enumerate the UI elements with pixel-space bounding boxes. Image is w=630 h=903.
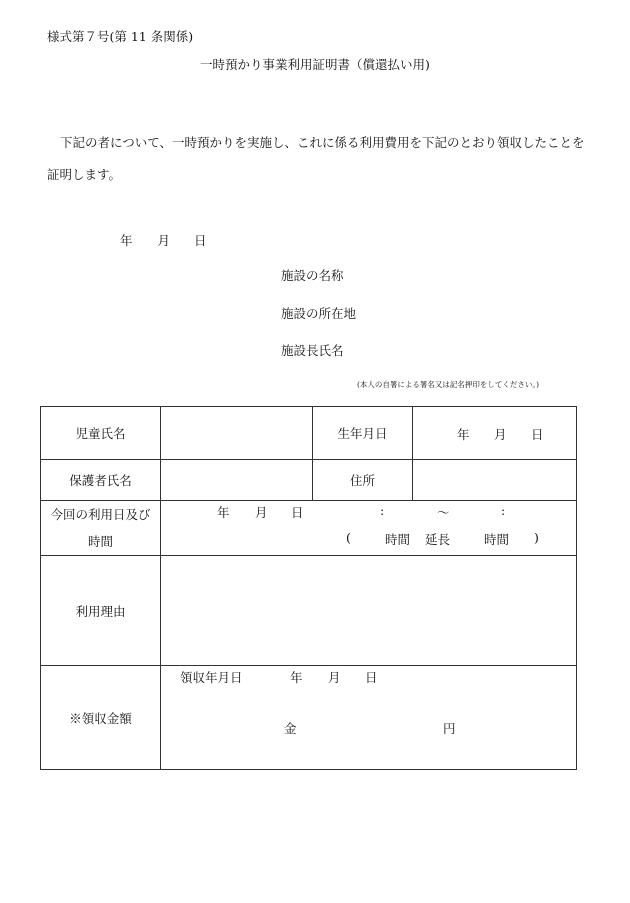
guardian-name-field[interactable] xyxy=(161,460,313,501)
child-name-field[interactable] xyxy=(161,407,313,460)
usage-date-time-label xyxy=(41,501,161,556)
amount-row xyxy=(41,666,577,770)
usage-row xyxy=(41,501,577,556)
paren-open: ( xyxy=(346,530,351,545)
facility-name-label: 施設の名称 xyxy=(281,268,344,283)
facility-director-label: 施設長氏名 xyxy=(281,343,344,358)
usage-label-line1: 今回の利用日及び xyxy=(50,507,151,522)
receipt-date-label: 領収年月日 xyxy=(180,670,243,685)
certificate-table xyxy=(40,406,577,770)
child-name-label: 児童氏名 xyxy=(41,407,161,460)
receipt-year: 年 xyxy=(290,670,303,685)
reason-field[interactable] xyxy=(161,556,577,666)
issue-date-year: 年 xyxy=(120,233,133,248)
certification-statement: 下記の者について、一時預かりを実施し、これに係る利用費用を下記のとおり領収したことを証明します。 xyxy=(47,135,585,182)
birthdate-field[interactable] xyxy=(413,407,577,460)
usage-year: 年 xyxy=(217,505,230,520)
usage-date-time-field[interactable] xyxy=(161,501,577,556)
usage-day: 日 xyxy=(291,505,304,520)
issue-date xyxy=(120,231,207,249)
money-label: 金 xyxy=(284,721,297,736)
address-field[interactable] xyxy=(413,460,577,501)
document-title: 一時預かり事業利用証明書（償還払い用) xyxy=(200,57,430,72)
usage-month: 月 xyxy=(255,505,268,520)
birthdate-year: 年 xyxy=(457,427,470,442)
usage-label-line2: 時間 xyxy=(87,534,113,549)
reason-label: 利用理由 xyxy=(41,556,161,666)
end-time-colon: : xyxy=(501,503,506,518)
form-number: 様式第７号(第 11 条関係) xyxy=(47,29,194,44)
guardian-name-label: 保護者氏名 xyxy=(41,460,161,501)
receipt-day: 日 xyxy=(365,670,378,685)
time-range-tilde: 〜 xyxy=(437,505,450,520)
guardian-row xyxy=(41,460,577,501)
receipt-month: 月 xyxy=(328,670,341,685)
reason-row xyxy=(41,556,577,666)
birthdate-month: 月 xyxy=(494,427,507,442)
start-time-colon: : xyxy=(380,503,385,518)
extension-label: 延長 xyxy=(425,532,451,547)
usage-hours-label: 時間 xyxy=(385,532,411,547)
paren-close: ) xyxy=(534,530,539,545)
child-row xyxy=(41,407,577,460)
yen-label: 円 xyxy=(443,721,456,736)
facility-address-label: 施設の所在地 xyxy=(281,306,357,321)
amount-field[interactable] xyxy=(161,666,577,770)
birthdate-day: 日 xyxy=(531,427,544,442)
address-label: 住所 xyxy=(313,460,413,501)
birthdate-label: 生年月日 xyxy=(313,407,413,460)
amount-label: ※領収金額 xyxy=(41,666,161,770)
signature-note: (本人の自署による署名又は記名押印をしてください。) xyxy=(357,380,540,389)
issue-date-month: 月 xyxy=(157,233,171,248)
extension-hours-label: 時間 xyxy=(484,532,510,547)
issue-date-day: 日 xyxy=(194,233,207,248)
